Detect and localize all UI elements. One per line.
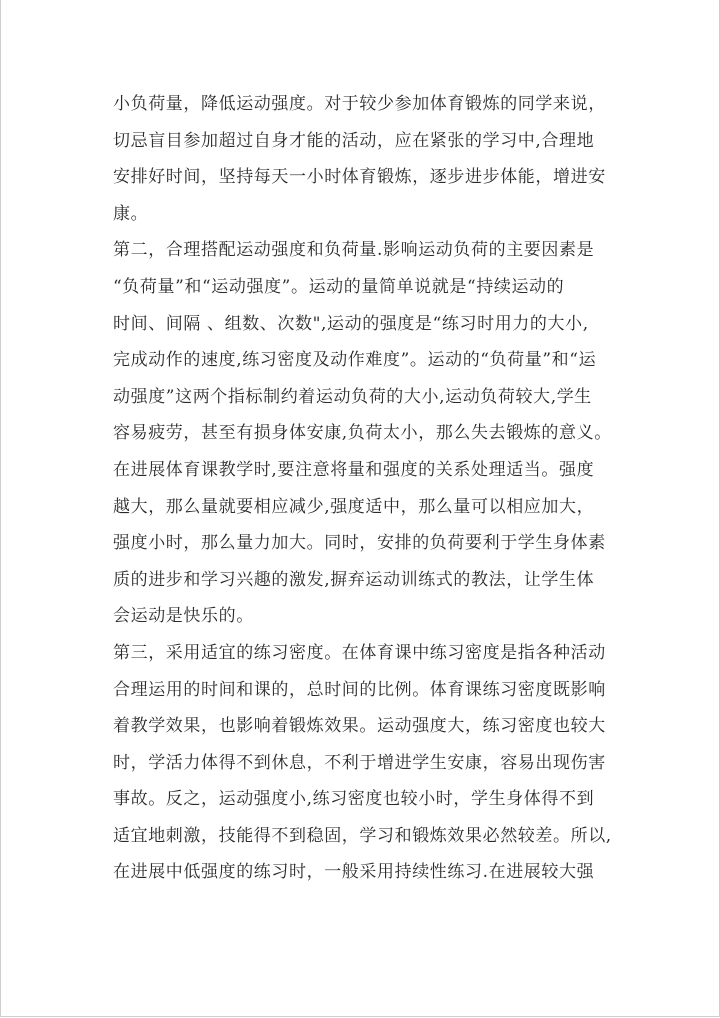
text-line: “负荷量”和“运动强度”。运动的量简单说就是“持续运动的 <box>113 276 565 297</box>
body-text <box>113 86 613 891</box>
text-line: 质的进步和学习兴趣的激发,摒弃运动训练式的教法，让学生体 <box>113 569 595 590</box>
text-line: 合理运用的时间和课的，总时间的比例。体育课练习密度既影响 <box>113 679 606 700</box>
text-line: 第二，合理搭配运动强度和负荷量.影响运动负荷的主要因素是 <box>113 240 595 261</box>
text-line: 在进展中低强度的练习时，一般采用持续性练习.在进展较大强 <box>113 862 595 883</box>
text-line: 在进展体育课教学时,要注意将量和强度的关系处理适当。强度 <box>113 459 595 480</box>
text-line: 切忌盲目参加超过自身才能的活动，应在紧张的学习中,合理地 <box>113 130 595 151</box>
text-line: 会运动是快乐的。 <box>113 606 254 627</box>
text-line: 康。 <box>113 203 149 224</box>
text-line: 安排好时间，坚持每天一小时体育锻炼，逐步进步体能，增进安 <box>113 167 606 188</box>
text-line: 着教学效果，也影响着锻炼效果。运动强度大，练习密度也较大 <box>113 716 606 737</box>
text-line: 时间、间隔 、组数、次数",运动的强度是“练习时用力的大小, <box>113 313 589 334</box>
text-line: 第三，采用适宜的练习密度。在体育课中练习密度是指各种活动 <box>113 642 606 663</box>
text-line: 适宜地刺激，技能得不到稳固，学习和锻炼效果必然较差。所以, <box>113 825 612 846</box>
text-line: 越大，那么量就要相应减少,强度适中，那么量可以相应加大， <box>113 496 595 517</box>
text-line: 容易疲劳，甚至有损身体安康,负荷太小，那么失去锻炼的意义。 <box>113 423 612 444</box>
text-line: 小负荷量，降低运动强度。对于较少参加体育锻炼的同学来说， <box>113 94 606 114</box>
text-line: 完成动作的速度,练习密度及动作难度”。运动的“负荷量”和“运 <box>113 350 597 371</box>
text-line: 事故。反之，运动强度小,练习密度也较小时，学生身体得不到 <box>113 789 595 810</box>
text-line: 动强度”这两个指标制约着运动负荷的大小,运动负荷较大,学生 <box>113 386 592 407</box>
text-line: 时，学活力体得不到休息，不利于增进学生安康，容易出现伤害 <box>113 752 606 773</box>
text-line: 强度小时，那么量力加大。同时，安排的负荷要利于学生身体素 <box>113 533 606 554</box>
